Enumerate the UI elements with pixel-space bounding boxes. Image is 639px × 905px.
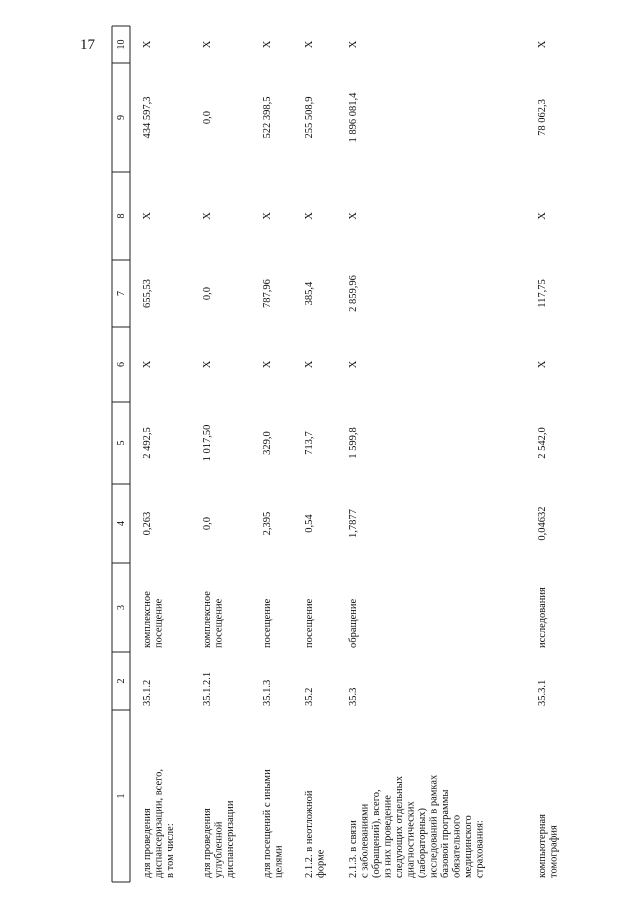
cell-r5-c1: медицинского — [463, 815, 474, 878]
cell-r2-c1: для проведения — [202, 808, 213, 878]
cell-r5-c5: 1 599,8 — [348, 427, 359, 459]
cell-r3-c4: 2,395 — [262, 511, 273, 536]
cell-r5-c1: (лабораторных) — [417, 808, 428, 878]
cell-r1-c6: X — [142, 360, 153, 369]
column-header-4: 4 — [116, 521, 127, 526]
cell-r4-c5: 713,7 — [304, 431, 315, 455]
cell-r3-c2: 35.1.3 — [262, 679, 273, 706]
column-header-1: 1 — [116, 793, 127, 799]
cell-r2-c8: X — [202, 212, 213, 220]
cell-r5-c1: диагностических — [405, 801, 417, 878]
cell-r6-c9: 78 062,3 — [537, 99, 548, 136]
cell-r4-c3: посещение — [304, 598, 315, 648]
cell-r3-c6: X — [262, 360, 273, 369]
cell-r6-c10: X — [537, 40, 548, 49]
cell-r4-c1: форме — [315, 849, 327, 878]
cell-r5-c7: 2 859,96 — [348, 275, 359, 312]
cell-r5-c1: из них проведение — [382, 795, 394, 878]
cell-r5-c4: 1,7877 — [348, 509, 359, 538]
cell-r3-c7: 787,96 — [262, 279, 273, 308]
cell-r6-c5: 2 542,0 — [537, 427, 548, 459]
cell-r5-c1: следующих отдельных — [394, 776, 405, 878]
cell-r1-c10: X — [142, 40, 153, 49]
column-header-3: 3 — [116, 605, 127, 610]
cell-r1-c4: 0,263 — [142, 511, 153, 536]
cell-r6-c8: X — [537, 212, 548, 220]
cell-r5-c10: X — [348, 40, 359, 49]
cell-r2-c1: диспансеризации — [225, 800, 236, 878]
cell-r4-c6: X — [304, 360, 315, 369]
cell-r1-c1: в том числе: — [165, 823, 176, 878]
cell-r2-c5: 1 017,50 — [202, 424, 213, 462]
cell-r5-c1: базовой программы — [440, 789, 451, 878]
cell-r1-c9: 434 597,3 — [142, 96, 153, 139]
cell-r1-c1: диспансеризации, всего, — [153, 768, 165, 878]
cell-r3-c8: X — [262, 212, 273, 220]
cell-r2-c4: 0,0 — [202, 516, 213, 531]
cell-r2-c6: X — [202, 360, 213, 369]
cell-r6-c3: исследования — [537, 587, 548, 648]
cell-r3-c1: для посещений с иными — [262, 769, 273, 878]
cell-r2-c3: комплексное — [202, 591, 213, 648]
column-header-9: 9 — [116, 115, 127, 120]
cell-r5-c1: 2.1.3. в связи — [348, 820, 359, 878]
cell-r4-c9: 255 508,9 — [304, 96, 315, 139]
cell-r4-c8: X — [304, 212, 315, 220]
cell-r2-c9: 0,0 — [202, 110, 213, 125]
cell-r4-c10: X — [304, 40, 315, 49]
cell-r4-c7: 385,4 — [304, 281, 315, 306]
cell-r4-c2: 35.2 — [304, 687, 315, 706]
cell-r2-c10: X — [202, 40, 213, 49]
column-header-8: 8 — [116, 213, 127, 219]
column-header-5: 5 — [116, 440, 127, 446]
cell-r3-c5: 329,0 — [262, 431, 273, 455]
cell-r1-c7: 655,53 — [142, 279, 153, 308]
cell-r5-c1: с заболеваниями — [359, 803, 371, 878]
cell-r5-c3: обращение — [348, 598, 359, 648]
cell-r6-c6: X — [537, 360, 548, 369]
cell-r5-c1: обязательного — [451, 814, 463, 878]
cell-r5-c1: (обращений), всего, — [371, 789, 382, 878]
cell-r5-c8: X — [348, 212, 359, 220]
cell-r3-c3: посещение — [262, 598, 273, 648]
cell-r2-c2: 35.1.2.1 — [202, 671, 213, 706]
cell-r2-c3: посещение — [213, 598, 225, 648]
cell-r5-c1: страхования: — [474, 820, 486, 878]
cell-r5-c1: исследований в рамках — [428, 774, 440, 878]
cell-r2-c7: 0,0 — [202, 286, 213, 301]
cell-r6-c4: 0,04632 — [537, 506, 548, 541]
cell-r6-c2: 35.3.1 — [537, 679, 548, 706]
cell-r1-c5: 2 492,5 — [142, 427, 153, 459]
cell-r6-c7: 117,75 — [537, 279, 548, 308]
cell-r3-c10: X — [262, 40, 273, 49]
column-header-10: 10 — [116, 39, 127, 50]
cell-r6-c1: компьютерная — [537, 814, 548, 878]
cell-r4-c1: 2.1.2. в неотложной — [304, 790, 315, 878]
page-number: 17 — [80, 37, 95, 53]
cell-r1-c1: для проведения — [142, 808, 153, 878]
cell-r2-c1: углубленной — [213, 821, 225, 878]
cell-r1-c3: посещение — [153, 598, 165, 648]
cell-r5-c9: 1 896 081,4 — [348, 92, 359, 143]
cell-r4-c4: 0,54 — [304, 514, 315, 533]
column-header-6: 6 — [116, 362, 127, 367]
column-header-7: 7 — [116, 291, 127, 296]
cell-r6-c1: томография — [548, 825, 560, 878]
cell-r5-c2: 35.3 — [348, 687, 359, 706]
cell-r1-c3: комплексное — [142, 591, 153, 648]
cell-r1-c2: 35.1.2 — [142, 679, 153, 706]
cell-r3-c1: целями — [273, 845, 285, 878]
cell-r3-c9: 522 398,5 — [262, 96, 273, 139]
column-header-2: 2 — [116, 678, 127, 684]
cell-r5-c6: X — [348, 360, 359, 369]
cell-r1-c8: X — [142, 212, 153, 220]
